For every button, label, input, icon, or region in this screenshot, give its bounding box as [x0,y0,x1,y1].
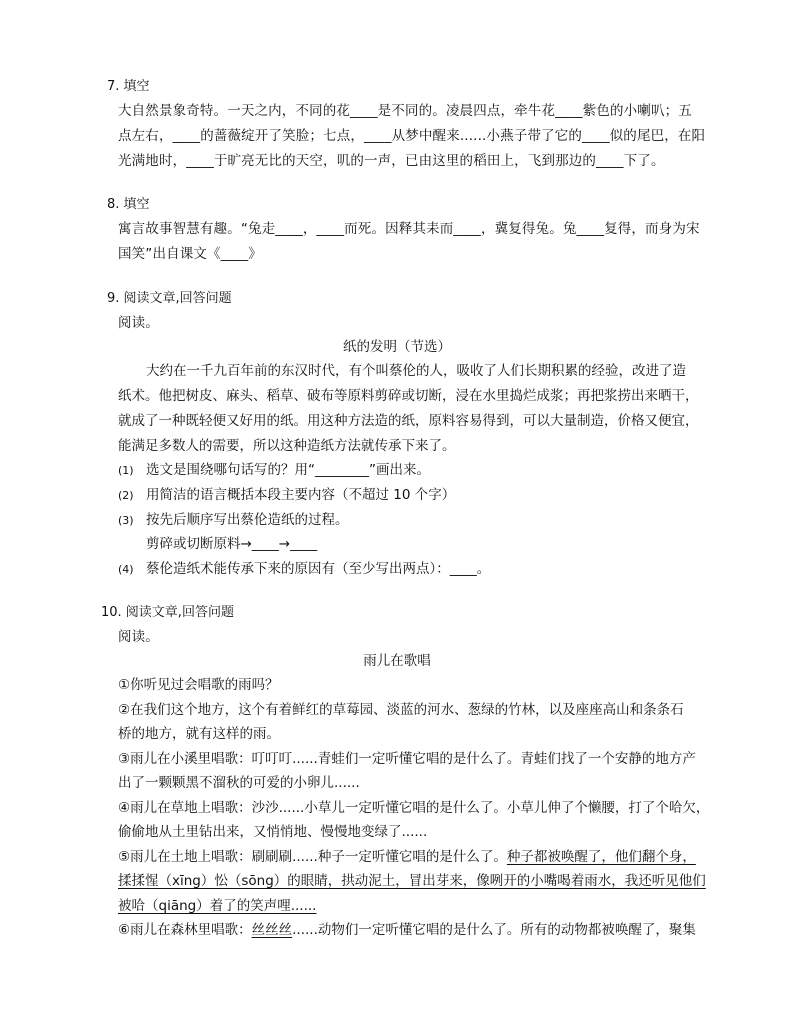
subquestion-text: 用简洁的语言概括本段主要内容（不超过 10 个字） [146,487,456,503]
passage-line [118,920,696,940]
subquestion-text: 蔡伦造纸术能传承下来的原因有（至少写出两点）：____。 [146,561,491,577]
question-7-heading: 7. 填空 [107,79,150,94]
subquestion [118,460,430,481]
subquestion-number: (3) [118,514,134,527]
underlined-sentence: 被哈（qiāng）着了的笑声哩...... [118,898,317,914]
subquestion [118,559,490,580]
passage-line: ③雨儿在小溪里唱歌：叮叮叮......青蛙们一定听懂它唱的是什么了。青蛙们找了一个安静的地方产 [118,751,696,767]
question-7-line: 光满地时，____于旷亮无比的天空，叽的一声，已由这里的稻田上，飞到那边的____下了。 [118,153,665,169]
passage-text: ⑥雨儿在森林里唱歌： [118,922,252,938]
passage-line [118,847,696,867]
subquestion-text: 选文是围绕哪句话写的？用“________”画出来。 [146,462,430,478]
passage-line: 就成了一种既轻便又好用的纸。用这种方法造的纸，原料容易得到，可以大量制造，价格又便宜， [118,413,699,429]
question-8-line: 国笑”出自课文《____》 [118,246,262,262]
question-10-heading: 10. 阅读文章,回答问题 [101,605,234,620]
passage-line: 出了一颗颗黑不溜秋的可爱的小卵儿...... [118,775,360,791]
passage-text: ......动物们一定听懂它唱的是什么了。所有的动物都被唤醒了，聚集 [292,922,696,938]
passage-title: 雨儿在歌唱 [363,653,431,669]
question-10-intro: 阅读。 [118,629,159,645]
underlined-sentence: 揉揉惺（xīng）忪（sōng）的眼睛，拱动泥土，冒出芽来，像咧开的小嘴喝着雨水，我还听见他们 [118,873,706,889]
underlined-sentence: 种子都被唤醒了，他们翻个身， [506,849,696,865]
passage-line: 偷偷地从土里钻出来，又悄悄地、慢慢地变绿了...... [118,824,428,840]
passage-line: ④雨儿在草地上唱歌：沙沙......小草儿一定听懂它唱的是什么了。小草儿伸了个懒腰，打了个哈欠， [118,800,710,816]
question-9-intro: 阅读。 [118,315,159,331]
subquestion-number: (1) [118,464,134,477]
subquestion [118,510,349,531]
question-7-line: 点左右，____的蔷薇绽开了笑脸；七点，____从梦中醒来......小燕子带了它的____似的尾巴，在阳 [118,128,706,144]
underlined-word: 丝丝丝 [251,922,293,938]
process-answer-line: 剪碎或切断原料→____→____ [146,536,318,552]
passage-line: ①你听见过会唱歌的雨吗？ [118,677,279,693]
subquestion-number: (4) [118,563,134,576]
passage-text: ⑤雨儿在土地上唱歌：刷刷刷......种子一定听懂它唱的是什么了。 [118,849,507,865]
passage-line: 能满足多数人的需要，所以这种造纸方法就传承下来了。 [118,438,456,454]
question-7-line: 大自然景象奇特。一天之内，不同的花____是不同的。凌晨四点，牵牛花____紫色的小喇叭；五 [118,103,692,119]
passage-line: 纸术。他把树皮、麻头、稻草、破布等原料剪碎或切断，浸在水里捣烂成浆；再把浆捞出来晒干， [118,388,699,404]
passage-line: ②在我们这个地方，这个有着鲜红的草莓园、淡蓝的河水、葱绿的竹林，以及座座高山和条条石 [118,702,684,718]
subquestion-number: (2) [118,489,134,502]
passage-title: 纸的发明（节选） [343,339,451,355]
question-9-heading: 9. 阅读文章,回答问题 [107,291,232,306]
question-8-heading: 8. 填空 [107,197,150,212]
passage-line: 桥的地方，就有这样的雨。 [118,726,280,742]
passage-line: 大约在一千九百年前的东汉时代，有个叫蔡伦的人，吸收了人们长期积累的经验，改进了造 [146,363,686,379]
subquestion [118,485,455,506]
question-8-line: 寓言故事智慧有趣。“兔走____，____而死。因释其耒而____，冀复得兔。兔____复得，而身为宋 [118,221,700,237]
subquestion-text: 按先后顺序写出蔡伦造纸的过程。 [146,512,349,528]
